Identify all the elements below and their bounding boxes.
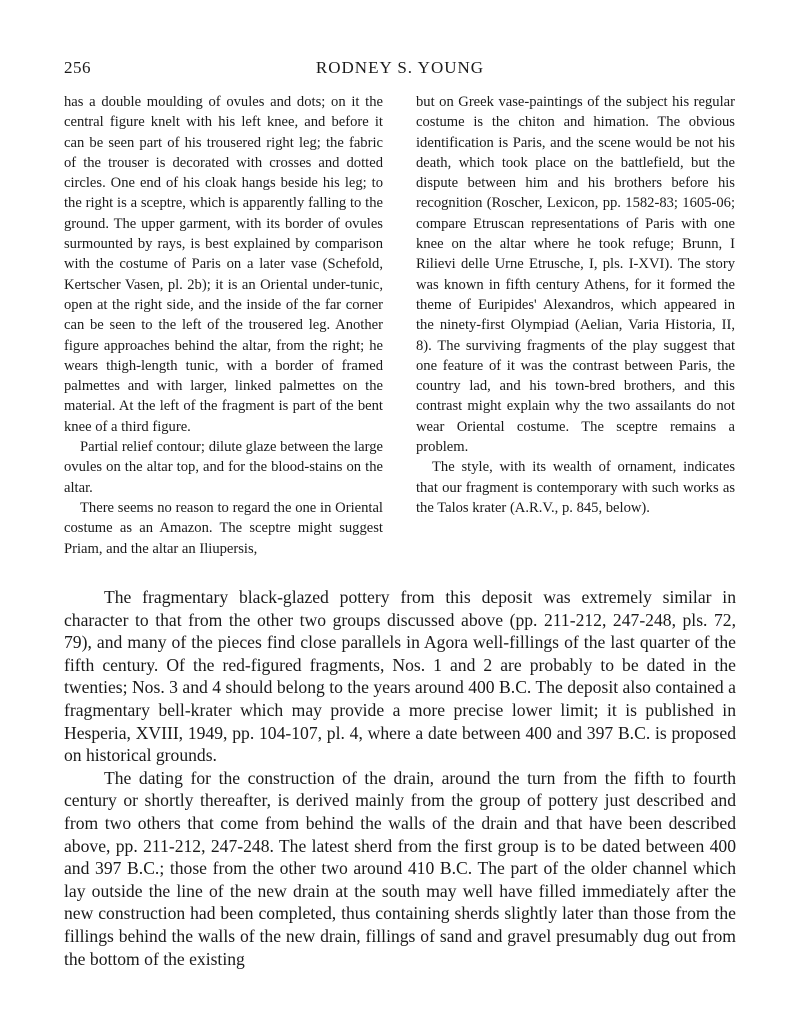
page-number: 256 <box>64 58 91 77</box>
right-paragraph: but on Greek vase-paintings of the subject his regular costume is the chiton and himation. The obvious identification is Paris, and the scene would be not his death, which took place on the battlefield, but the dispute between him and his brothers before his recognition (Roscher, Lexicon, pp. 1582-83; 1605-06; compare Etruscan representations of Paris with one knee on the altar where he took refuge; Brunn, I Rilievi delle Urne Etrusche, I, pls. I-XVI). The story was known in fifth century Athens, for it formed the theme of Euripides' Alexandros, which appeared in the ninety-first Olympiad (Aelian, Varia Historia, II, 8). The surviving fragments of the play suggest that one feature of it was the contrast between Paris, the country lad, and his town-bred brothers, and this contrast might explain why the two assailants do not wear Oriental costume. The sceptre remains a problem. <box>416 94 735 456</box>
body-paragraph: The fragmentary black-glazed pottery from this deposit was extremely similar in character to that from the other two groups discussed above (pp. 211-212, 247-248, pls. 72, 79), and many of the pieces find close parallels in Agora well-fillings of the last quarter of the fifth century. Of the red-figured fragments, Nos. 1 and 2 are probably to be dated in the twenties; Nos. 3 and 4 should belong to the years around 400 B.C. The deposit also contained a fragmentary bell-krater which may provide a more precise lower limit; it is published in Hesperia, XVIII, 1949, pp. 104-107, pl. 4, where a date between 400 and 397 B.C. is proposed on historical grounds. <box>64 587 736 766</box>
left-paragraph: has a double moulding of ovules and dots; on it the central figure knelt with his left knee, and before it can be seen part of his trousered right leg; the fabric of the trouser is decorated with crosses and dotted circles. One end of his cloak hangs beside his leg; to the right is a sceptre, which is apparently falling to the ground. The upper garment, with its border of ovules surmounted by rays, is best explained by comparison with the costume of Paris on a later vase (Schefold, Kertscher Vasen, pl. 2b); it is an Oriental under-tunic, open at the right side, and the inside of the far corner can be seen to the left of the trousered leg. Another figure approaches behind the altar, from the right; he wears thigh-length tunic, with a border of framed palmettes and with larger, linked palmettes on the material. At the left of the fragment is part of the bent knee of a third figure. <box>64 94 383 435</box>
body-text <box>64 586 736 970</box>
page-header <box>64 58 736 80</box>
right-column <box>416 92 735 518</box>
left-paragraph: Partial relief contour; dilute glaze between the large ovules on the altar top, and for the blood-stains on the altar. <box>64 439 383 496</box>
body-paragraph: The dating for the construction of the drain, around the turn from the fifth to fourth century or shortly thereafter, is derived mainly from the group of pottery just described and from two others that come from behind the walls of the drain and that have been described above, pp. 211-212, 247-248. The latest sherd from the first group is to be dated between 400 and 397 B.C.; those from the other two around 410 B.C. The part of the older channel which lay outside the line of the new drain at the south may well have filled immediately after the new construction had been completed, thus containing sherds slightly later than those from the fillings behind the walls of the new drain, fillings of sand and gravel presumably dug out from the bottom of the existing <box>64 767 736 969</box>
two-column-section <box>64 92 736 572</box>
running-title: RODNEY S. YOUNG <box>315 58 485 77</box>
left-column <box>64 92 383 559</box>
left-paragraph: There seems no reason to regard the one in Oriental costume as an Amazon. The sceptre might suggest Priam, and the altar an Iliupersis, <box>64 499 383 557</box>
right-paragraph: The style, with its wealth of ornament, indicates that our fragment is contemporary with such works as the Talos krater (A.R.V., p. 845, below). <box>416 459 735 516</box>
